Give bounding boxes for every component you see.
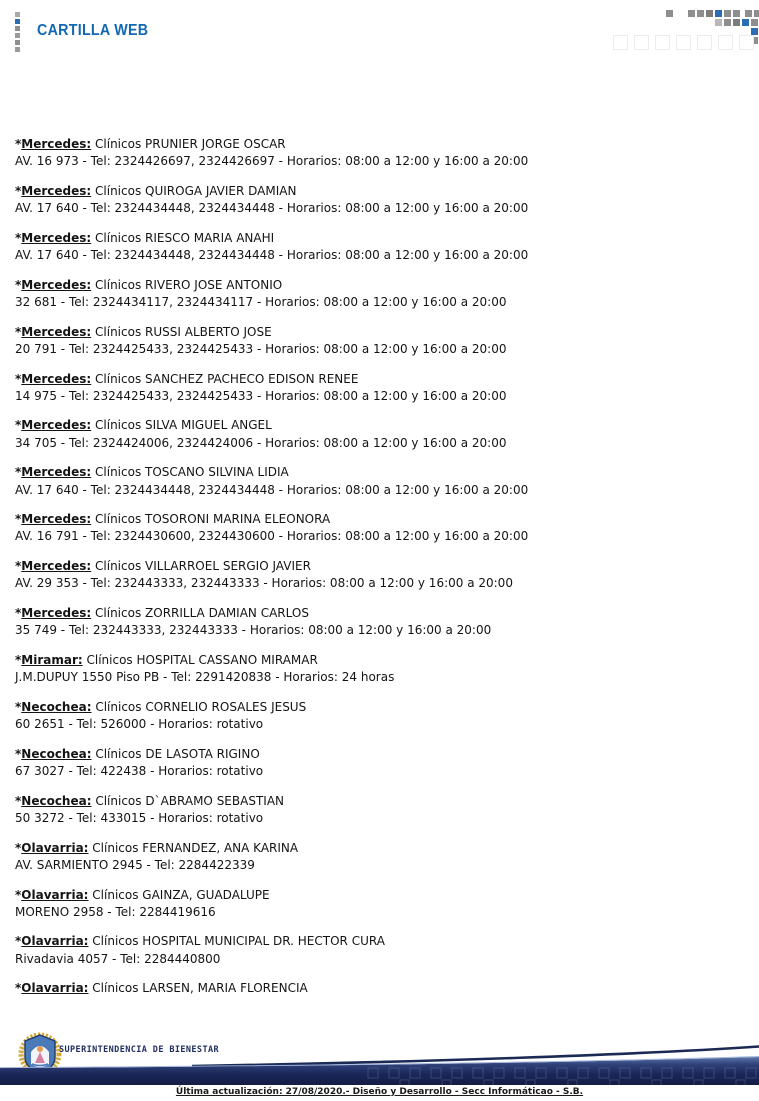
provider-name-line [15, 840, 735, 857]
city-label: Mercedes: [21, 606, 92, 621]
provider-name-line [15, 933, 735, 950]
page-title: CARTILLA WEB [37, 22, 149, 39]
provider-details-line: 60 2651 - Tel: 526000 - Horarios: rotativo [15, 717, 264, 732]
provider-name: Clínicos FERNANDEZ, ANA KARINA [92, 840, 299, 855]
provider-details-line: J.M.DUPUY 1550 Piso PB - Tel: 2291420838 - Horarios: 24 horas [15, 670, 395, 685]
provider-name-line [15, 605, 735, 622]
provider-entry [15, 746, 735, 780]
provider-entry [15, 887, 735, 921]
provider-name: Clínicos ZORRILLA DAMIAN CARLOS [95, 606, 309, 621]
provider-entry [15, 558, 735, 592]
provider-name-line [15, 371, 735, 388]
provider-entry [15, 511, 735, 545]
provider-name: Clínicos RIVERO JOSE ANTONIO [95, 277, 283, 292]
provider-details-line: 35 749 - Tel: 232443333, 232443333 - Horarios: 08:00 a 12:00 y 16:00 a 20:00 [15, 623, 492, 638]
city-label: Mercedes: [21, 465, 92, 480]
provider-name-line [15, 324, 735, 341]
city-label: Mercedes: [21, 137, 92, 151]
city-label: Olavarria: [21, 887, 89, 902]
asterisk-marker: * [15, 606, 22, 621]
asterisk-marker: * [15, 699, 22, 714]
asterisk-marker: * [15, 183, 22, 198]
provider-name: Clínicos TOSORONI MARINA ELEONORA [95, 512, 331, 527]
provider-entry [15, 230, 735, 264]
provider-name: Clínicos GAINZA, GUADALUPE [92, 887, 270, 902]
provider-name: Clínicos RIESCO MARIA ANAHI [95, 230, 275, 245]
provider-name: Clínicos PRUNIER JORGE OSCAR [95, 137, 286, 151]
asterisk-marker: * [15, 840, 22, 855]
city-label: Mercedes: [21, 512, 92, 527]
asterisk-marker: * [15, 652, 22, 667]
provider-name: Clínicos DE LASOTA RIGINO [95, 746, 260, 761]
asterisk-marker: * [15, 512, 22, 527]
city-label: Miramar: [21, 652, 83, 667]
asterisk-marker: * [15, 559, 22, 574]
provider-entry [15, 417, 735, 451]
provider-details-line: 14 975 - Tel: 2324425433, 2324425433 - Horarios: 08:00 a 12:00 y 16:00 a 20:00 [15, 388, 507, 403]
provider-name-line [15, 746, 735, 763]
city-label: Necochea: [21, 699, 92, 714]
asterisk-marker: * [15, 465, 22, 480]
city-label: Mercedes: [21, 183, 92, 198]
provider-entry [15, 793, 735, 827]
city-label: Olavarria: [21, 840, 89, 855]
provider-entry [15, 464, 735, 498]
provider-entry [15, 605, 735, 639]
city-label: Necochea: [21, 793, 92, 808]
asterisk-marker: * [15, 934, 22, 949]
asterisk-marker: * [15, 277, 22, 292]
city-label: Mercedes: [21, 324, 92, 339]
provider-details-line: AV. SARMIENTO 2945 - Tel: 2284422339 [15, 857, 255, 872]
provider-name-line [15, 277, 735, 294]
provider-name-line [15, 652, 735, 669]
provider-details-line: 20 791 - Tel: 2324425433, 2324425433 - Horarios: 08:00 a 12:00 y 16:00 a 20:00 [15, 341, 507, 356]
provider-entry [15, 699, 735, 733]
asterisk-marker: * [15, 793, 22, 808]
last-update-text: Última actualización: 27/08/2020.- Diseño y Desarrollo - Secc Informáticao - S.B. [175, 1087, 584, 1097]
provider-entry [15, 277, 735, 311]
provider-entry [15, 136, 735, 170]
provider-name: Clínicos LARSEN, MARIA FLORENCIA [92, 981, 308, 996]
asterisk-marker: * [15, 887, 22, 902]
asterisk-marker: * [15, 137, 22, 151]
asterisk-marker: * [15, 418, 22, 433]
city-label: Mercedes: [21, 559, 92, 574]
provider-name: Clínicos D`ABRAMO SEBASTIAN [95, 793, 285, 808]
city-label: Olavarria: [21, 981, 89, 996]
provider-name: Clínicos CORNELIO ROSALES JESUS [95, 699, 307, 714]
provider-name-line [15, 183, 735, 200]
provider-name: Clínicos TOSCANO SILVINA LIDIA [95, 465, 289, 480]
provider-name: Clínicos QUIROGA JAVIER DAMIAN [95, 183, 297, 198]
footer-org-name: SUPERINTENDENCIA DE BIENESTAR [59, 1045, 220, 1055]
provider-name: Clínicos VILLARROEL SERGIO JAVIER [95, 559, 311, 574]
provider-name-line [15, 558, 735, 575]
provider-name: Clínicos HOSPITAL MUNICIPAL DR. HECTOR CURA [92, 934, 385, 949]
provider-entry [15, 324, 735, 358]
provider-details-line: AV. 29 353 - Tel: 232443333, 232443333 - Horarios: 08:00 a 12:00 y 16:00 a 20:00 [15, 576, 513, 591]
provider-name: Clínicos SILVA MIGUEL ANGEL [95, 418, 272, 433]
provider-details-line: 67 3027 - Tel: 422438 - Horarios: rotativo [15, 763, 264, 778]
provider-name-line [15, 230, 735, 247]
asterisk-marker: * [15, 324, 22, 339]
provider-details-line: AV. 16 791 - Tel: 2324430600, 2324430600 - Horarios: 08:00 a 12:00 y 16:00 a 20:00 [15, 529, 529, 544]
provider-name-line [15, 887, 735, 904]
provider-entry [15, 371, 735, 405]
provider-details-line: AV. 17 640 - Tel: 2324434448, 2324434448 - Horarios: 08:00 a 12:00 y 16:00 a 20:00 [15, 201, 529, 216]
provider-details-line: AV. 16 973 - Tel: 2324426697, 2324426697 - Horarios: 08:00 a 12:00 y 16:00 a 20:00 [15, 154, 529, 169]
provider-details-line: AV. 17 640 - Tel: 2324434448, 2324434448 - Horarios: 08:00 a 12:00 y 16:00 a 20:00 [15, 482, 529, 497]
provider-details-line: AV. 17 640 - Tel: 2324434448, 2324434448 - Horarios: 08:00 a 12:00 y 16:00 a 20:00 [15, 248, 529, 263]
provider-name-line [15, 511, 735, 528]
provider-entry [15, 933, 735, 967]
provider-name: Clínicos RUSSI ALBERTO JOSE [95, 324, 272, 339]
provider-entry [15, 980, 735, 997]
provider-entry [15, 840, 735, 874]
provider-name-line [15, 699, 735, 716]
provider-name-line [15, 464, 735, 481]
asterisk-marker: * [15, 371, 22, 386]
provider-list [15, 136, 735, 1010]
provider-details-line: Rivadavia 4057 - Tel: 2284440800 [15, 951, 221, 966]
city-label: Mercedes: [21, 371, 92, 386]
provider-name: Clínicos SANCHEZ PACHECO EDISON RENEE [95, 371, 359, 386]
provider-entry [15, 652, 735, 686]
provider-details-line: 34 705 - Tel: 2324424006, 2324424006 - Horarios: 08:00 a 12:00 y 16:00 a 20:00 [15, 435, 507, 450]
city-label: Olavarria: [21, 934, 89, 949]
provider-entry [15, 183, 735, 217]
city-label: Mercedes: [21, 418, 92, 433]
city-label: Mercedes: [21, 230, 92, 245]
provider-details-line: 32 681 - Tel: 2324434117, 2324434117 - Horarios: 08:00 a 12:00 y 16:00 a 20:00 [15, 294, 507, 309]
asterisk-marker: * [15, 981, 22, 996]
provider-details-line: MORENO 2958 - Tel: 2284419616 [15, 904, 216, 919]
provider-details-line: 50 3272 - Tel: 433015 - Horarios: rotativo [15, 810, 264, 825]
city-label: Mercedes: [21, 277, 92, 292]
provider-name-line [15, 136, 735, 153]
provider-name-line [15, 417, 735, 434]
asterisk-marker: * [15, 230, 22, 245]
city-label: Necochea: [21, 746, 92, 761]
provider-name-line [15, 793, 735, 810]
provider-name: Clínicos HOSPITAL CASSANO MIRAMAR [86, 652, 318, 667]
footer-swoosh-graphic [0, 1038, 759, 1085]
provider-name-line [15, 980, 735, 997]
asterisk-marker: * [15, 746, 22, 761]
